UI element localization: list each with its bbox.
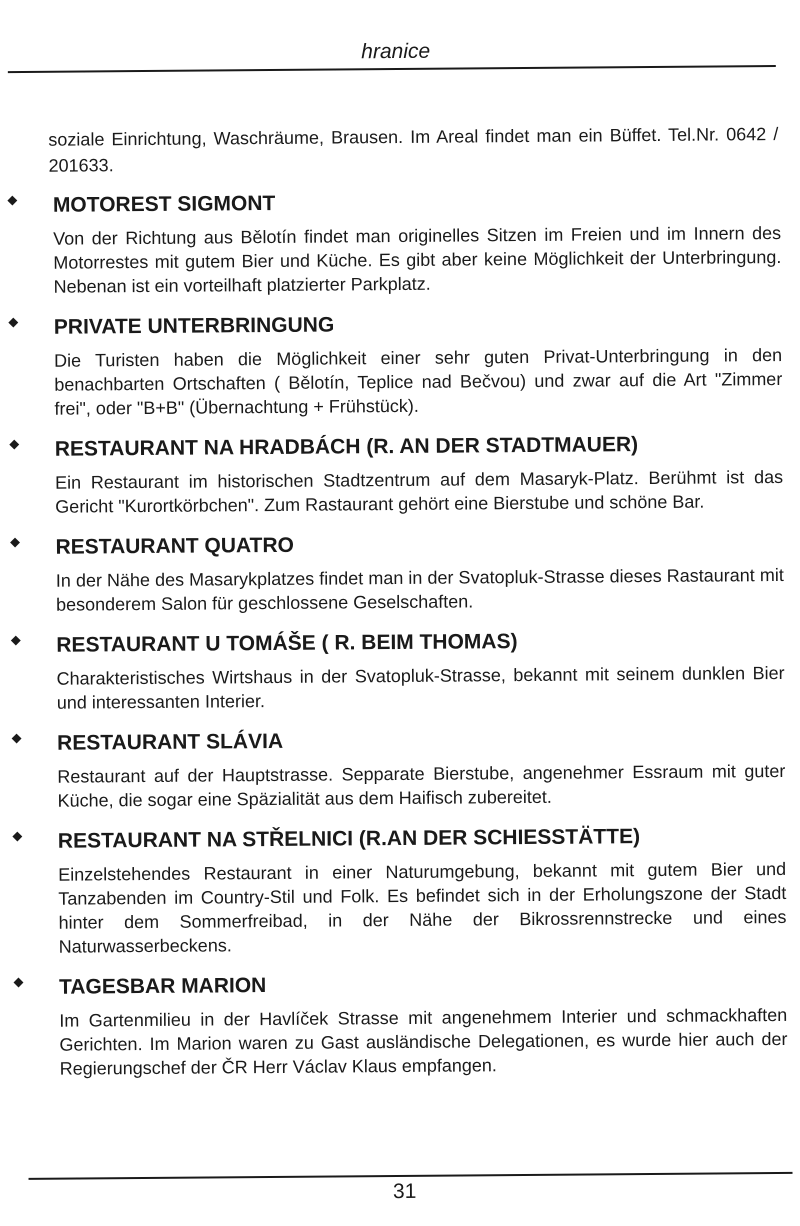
entry-title: MOTOREST SIGMONT [52,191,276,217]
diamond-bullet-icon [12,832,22,842]
entry-tagesbar-marion [15,967,788,1081]
diamond-bullet-icon [7,196,17,206]
entry-title: RESTAURANT NA STŘELNICI (R.AN DER SCHIESSTÄTTE) [57,825,641,853]
entry-text: Einzelstehendes Restaurant in einer Naturumgebung, bekannt mit gutem Bier und Tanzabenden im Country-Stil und Folk. Es befindet sich in der Erholungszone der Stadt hinter dem Sommerfreibad, in der Nähe der Bikrossrennstrecke und eines Naturwasserbeckens. [58,858,787,957]
diamond-bullet-icon [12,734,22,744]
entry-text: Restaurant auf der Hauptstrasse. Sepparate Bierstube, angenehmer Essraum mit guter Küche, die sogar eine Späzialität aus dem Haifisch zubereitet. [57,760,786,811]
diamond-bullet-icon [11,636,21,646]
entry-text: Ein Restaurant im historischen Stadtzentrum auf dem Masaryk-Platz. Berühmt ist das Gericht "Kurortkörbchen". Zum Rastaurant gehört eine Bierstube und schöne Bar. [54,466,784,517]
entry-list [9,185,788,1095]
entry-restaurant-slavia [13,723,786,813]
entry-title: RESTAURANT SLÁVIA [57,729,284,755]
diamond-bullet-icon [9,440,19,450]
entry-text: Von der Richtung aus Bělotín findet man originelles Sitzen im Freien und im Innern des Motorrestes mit gutem Bier und Küche. Es gibt aber keine Möglichkeit der Unterbringung. Nebenan ist ein vorteilhaft platzierter Parkplatz. [53,222,782,297]
entry-title: PRIVATE UNTERBRINGUNG [53,313,335,339]
entry-text: Charakteristisches Wirtshaus in der Svatopluk-Strasse, bekannt mit seinem dunklen Bier und interessanten Interier. [56,662,785,713]
entry-title: TAGESBAR MARION [58,974,267,999]
entry-title: RESTAURANT U TOMÁŠE ( R. BEIM THOMAS) [56,630,518,657]
entry-restaurant-na-hradbach [11,429,784,519]
entry-title: RESTAURANT NA HRADBÁCH (R. AN DER STADTMAUER) [54,433,639,461]
header-rule [8,65,776,73]
entry-motorest-sigmont [9,185,782,299]
entry-text: In der Nähe des Masarykplatzes findet man in der Svatopluk-Strasse dieses Rastaurant mit besonderem Salon für geschlossene Geselschaften. [55,564,784,615]
entry-private-unterbringung [10,307,783,421]
intro-paragraph: soziale Einrichtung, Waschräume, Brausen. Im Areal findet man ein Büffet. Tel.Nr. 0642 / 201633. [48,124,779,176]
entry-title: RESTAURANT QUATRO [55,533,295,559]
diamond-bullet-icon [14,978,24,988]
entry-restaurant-na-strelnici [14,821,787,959]
entry-text: Im Gartenmilieu in der Havlíček Strasse mit angenehmem Interier und schmackhaften Gerichten. Im Marion waren zu Gast ausländische Delegationen, es wurde hier auch der Regierungschef der ČR Herr Václav Klaus empfangen. [59,1004,788,1079]
diamond-bullet-icon [10,538,20,548]
entry-restaurant-quatro [11,527,784,617]
running-header: hranice [361,39,431,64]
diamond-bullet-icon [8,318,18,328]
page-number: 31 [392,1179,417,1204]
entry-restaurant-u-tomase [12,625,785,715]
entry-text: Die Turisten haben die Möglichkeit einer sehr guten Privat-Unterbringung in den benachbarten Ortschaften ( Bělotín, Teplice nad Bečvou) und zwar auf die Art "Zimmer frei", oder "B+B" (Übernachtung + Frühstück). [54,344,783,419]
